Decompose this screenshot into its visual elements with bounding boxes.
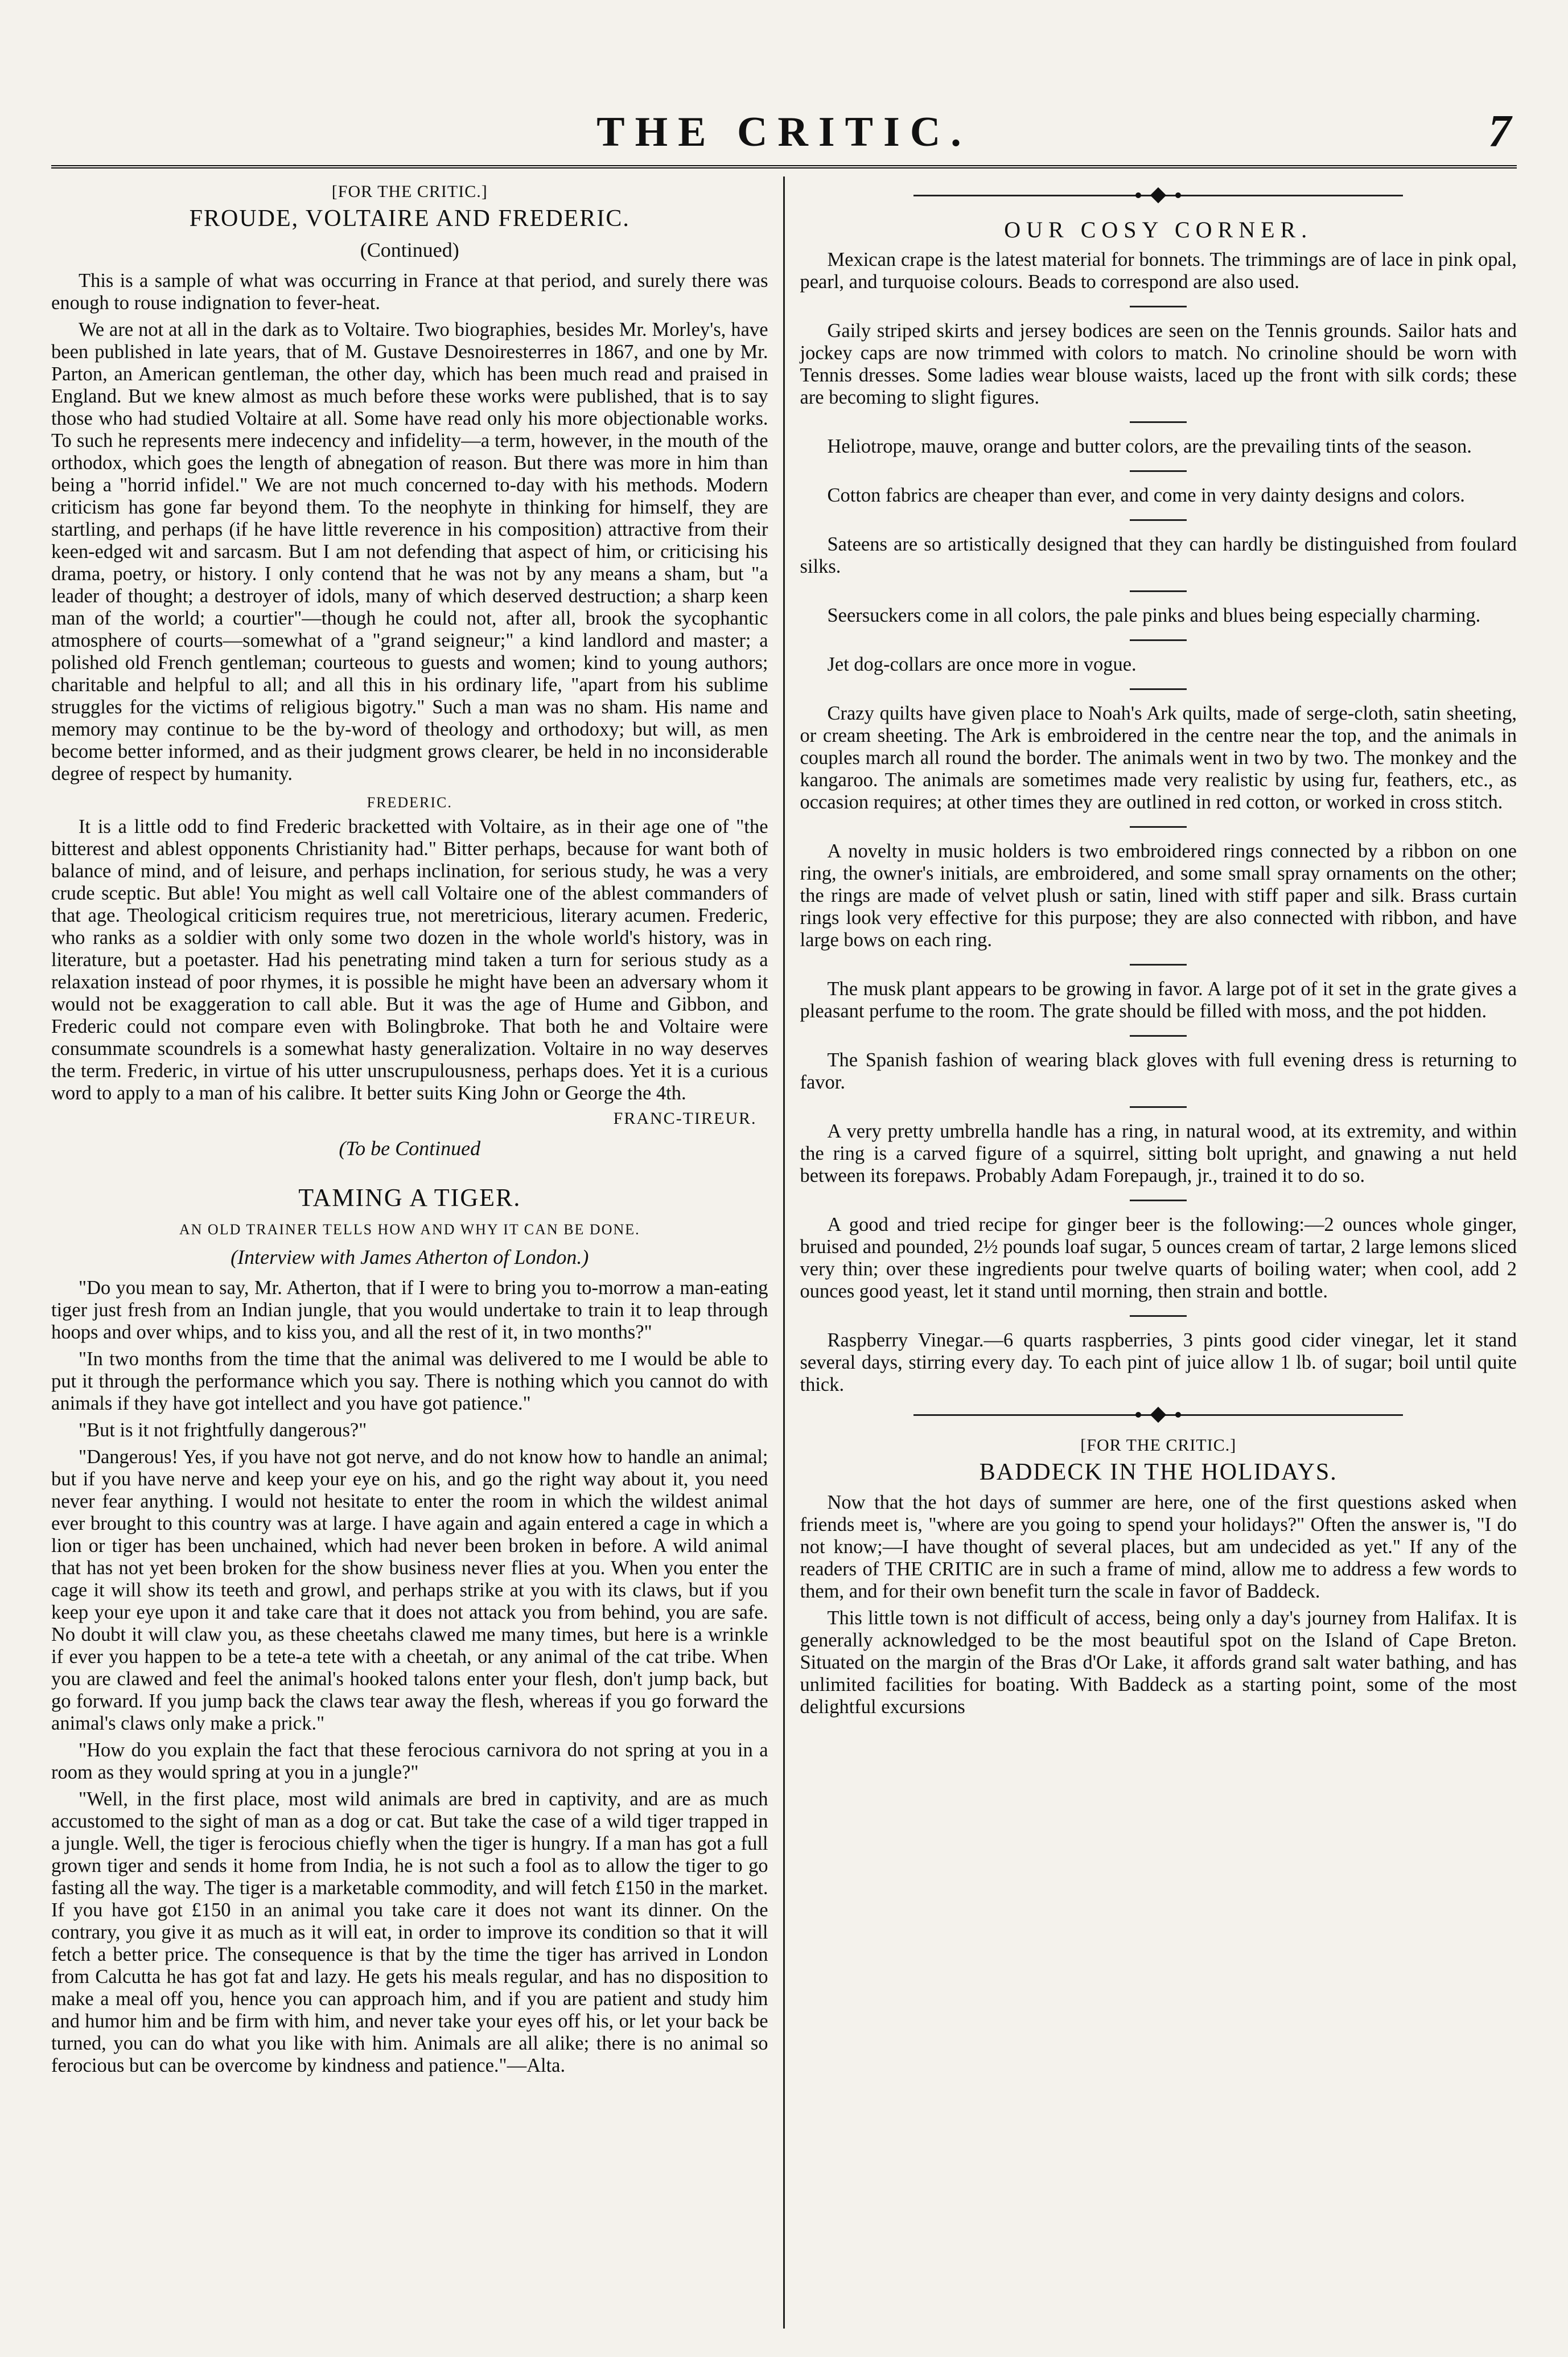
newspaper-title: THE CRITIC.	[596, 109, 972, 155]
tiger-paragraph: "How do you explain the fact that these ferocious carnivora do not spring at you in a room as they would spring at you in a jungle?"	[51, 1739, 768, 1783]
item-divider	[1130, 470, 1187, 472]
masthead	[51, 102, 1517, 169]
cosy-item: Raspberry Vinegar.—6 quarts raspberries, 3 pints good cider vinegar, let it stand several days, stirring every day. To each pint of juice allow 1 lb. of sugar; boil until quite thick.	[800, 1329, 1517, 1395]
item-divider	[1130, 590, 1187, 592]
cosy-item: Gaily striped skirts and jersey bodices are seen on the Tennis grounds. Sailor hats and jockey caps are now trimmed with colors to match. No crinoline should be worn with Tennis dresses. Some ladies wear blouse waists, laced up the front with silk cords; these are becoming to slight figures.	[800, 320, 1517, 408]
baddeck-paragraph: This little town is not difficult of access, being only a day's journey from Halifax. It is generally acknowledged to be the most beautiful spot on the Island of Cape Breton. Situated on the margin of the Bras d'Or Lake, it affords grand salt water bathing, and has unlimited facilities for boating. With Baddeck as a starting point, some of the most delightful excursions	[800, 1607, 1517, 1718]
section-ornament	[800, 1406, 1517, 1423]
tiger-paragraph: "In two months from the time that the animal was delivered to me I would be able to put it through the performance which you say. There is nothing which you cannot do with animals if they have got intellect and you have got patience."	[51, 1348, 768, 1414]
page-number: 7	[1488, 106, 1511, 157]
baddeck-paragraph: Now that the hot days of summer are here, one of the first questions asked when friends meet is, "where are you going to spend your holidays?" Often the answer is, "I do not know;—I have thought of several places, but am undecided as yet." If any of the readers of THE CRITIC are in such a frame of mind, allow me to address a few words to them, and for their own benefit turn the scale in favor of Baddeck.	[800, 1492, 1517, 1602]
cosy-item: Heliotrope, mauve, orange and butter colors, are the prevailing tints of the season.	[827, 436, 1472, 457]
item-divider	[1130, 421, 1187, 423]
tiger-paragraph: "But is it not frightfully dangerous?"	[79, 1419, 367, 1441]
cosy-item: Jet dog-collars are once more in vogue.	[827, 654, 1137, 675]
item-divider	[1130, 1106, 1187, 1108]
article-columns	[51, 176, 1517, 2329]
item-divider	[1130, 639, 1187, 641]
item-divider	[1130, 1200, 1187, 1201]
froude-paragraph: This is a sample of what was occurring in France at that period, and surely there was enough to rouse indignation to fever-heat.	[51, 270, 768, 314]
cosy-item: A very pretty umbrella handle has a ring, in natural wood, at its extremity, and within the ring is a carved figure of a squirrel, sitting bolt upright, and gnawing a nut held between its forepaws. Probably Adam Forepaugh, jr., trained it to do so.	[800, 1120, 1517, 1186]
item-divider	[1130, 519, 1187, 521]
froude-paragraph: We are not at all in the dark as to Voltaire. Two biographies, besides Mr. Morley's, have been published in late years, that of M. Gustave Desnoiresterres in 1867, and one by Mr. Parton, an American gentleman, the other day, which has been much read and praised in England. But we knew almost as much before these works were published, that is to say those who had studied Voltaire at all. Some have read only his more objectionable works. To such he represents mere indecency and infidelity—a term, however, in the mouth of the orthodox, which goes the length of abnegation of reason. But there was more in him than being a "horrid infidel." We are not much concerned to-day with his methods. Modern criticism has gone far beyond them. To the neophyte in thinking for himself, they are startling, and perhaps (if he have little reverence in his composition) attractive from their keen-edged wit and sarcasm. But I am not defending that aspect of him, or criticising his drama, poetry, or history. I only contend that he was not by any means a sham, but "a leader of thought; a destroyer of idols, many of which deserved destruction; a sharp keen man of the world; a courtier"—though he could not, after all, brook the sycophantic atmosphere of courts—somewhat of a "grand seigneur;" a kind landlord and master; a polished old French gentleman; courteous to guests and women; kind to young authors; charitable and helpful to all; and all this in his ordinary life, "apart from his sublime struggles for the victims of religious bigotry." Such a man was no sham. His name and memory may continue to be the by-word of theology and orthodoxy; but will, as men become better informed, and as their judgment grows clearer, be held in no inconsiderable degree of respect by humanity.	[51, 319, 768, 785]
tiger-paragraph: "Well, in the first place, most wild animals are bred in captivity, and are as much accustomed to the sight of man as a dog or cat. But take the case of a wild tiger trapped in a jungle. Well, the tiger is ferocious chiefly when the tiger is hungry. If a man has got a full grown tiger and sends it home from India, he is not such a fool as to allow the tiger to go fasting all the way. The tiger is a marketable commodity, and will fetch £150 in the market. If you have got £150 in an animal you take care it does not want its dinner. On the contrary, you give it as much as it will eat, in order to improve its condition so that it will fetch a better price. The consequence is that by the time the tiger has arrived in London from Calcutta he has got fat and lazy. He gets his meals regular, and has no disposition to make a meal off you, hence you can approach him, and if you are patient and study him and humor him and be firm with him, and never take your eyes off his, or let your back be turned, you can do what you like with him. Animals are all alike; there is no animal so ferocious but can be overcome by kindness and patience."—Alta.	[51, 1788, 768, 2076]
item-divider	[1130, 826, 1187, 828]
column-divider	[783, 176, 785, 2329]
cosy-item: Cotton fabrics are cheaper than ever, and come in very dainty designs and colors.	[827, 484, 1465, 506]
frederic-paragraph: It is a little odd to find Frederic bracketted with Voltaire, as in their age one of "the bitterest and ablest opponents Christianity had." Bitter perhaps, because for want both of balance of mind, and of leisure, and perhaps inclination, for serious study, he was a very crude sceptic. But able! You might as well call Voltaire one of the ablest commanders of that age. Theological criticism requires true, not meretricious, literary acumen. Frederic, who ranks as a soldier with only some two dozen in the whole world's history, was in literature, but a poetaster. Had his penetrating mind taken a turn for serious study as a relaxation instead of poor rhymes, it is possible he might have been an adversary whom it would not be exaggeration to call able. But it was the age of Hume and Gibbon, and Frederic could not compare even with Bolingbroke. That both he and Voltaire were consummate scoundrels is a somewhat hasty generalization. Voltaire in no way deserves the term. Frederic, in virtue of his utter unscrupulousness, perhaps does. Yet it is a curious word to apply to a man of his calibre. It better suits King John or George the 4th.	[51, 816, 768, 1104]
cosy-corner-title: OUR COSY CORNER.	[1004, 217, 1313, 243]
cosy-item: The Spanish fashion of wearing black gloves with full evening dress is returning to favor.	[800, 1049, 1517, 1093]
tiger-interview-line: (Interview with James Atherton of London.)	[231, 1246, 589, 1268]
cosy-item: A good and tried recipe for ginger beer is the following:—2 ounces whole ginger, bruised and pounded, 2½ pounds loaf sugar, 5 ounces cream of tartar, 2 large lemons sliced very thin; over these ingredients pour twelve quarts of boiling water; when cool, add 2 ounces good yeast, let it stand until morning, then strain and bottle.	[800, 1214, 1517, 1302]
section-ornament	[800, 187, 1517, 204]
author-signature: FRANC-TIREUR.	[613, 1109, 757, 1128]
cosy-item: Crazy quilts have given place to Noah's Ark quilts, made of serge-cloth, satin sheeting, or cream sheeting. The Ark is embroidered in the centre near the top, and the animals in couples march all round the border. The animals went in two by two. The monkey and the kangaroo. The animals are sometimes made very realistic by using fur, feathers, etc., as occasion requires; at other times they are outlined in red cotton, or worked in cross stitch.	[800, 703, 1517, 813]
item-divider	[1130, 964, 1187, 966]
frederic-subhead: FREDERIC.	[367, 794, 452, 811]
item-divider	[1130, 1035, 1187, 1037]
cosy-item: Seersuckers come in all colors, the pale pinks and blues being especially charming.	[827, 605, 1481, 626]
tiger-paragraph: "Do you mean to say, Mr. Atherton, that if I were to bring you to-morrow a man-eating tiger just fresh from an Indian jungle, that you would undertake to train it to leap through hoops and over whips, and to kiss you, and all the rest of it, in two months?"	[51, 1277, 768, 1343]
cosy-item: The musk plant appears to be growing in favor. A large pot of it set in the grate gives a pleasant perfume to the room. The grate should be filled with moss, and the pot hidden.	[800, 978, 1517, 1022]
froude-article-title: FROUDE, VOLTAIRE AND FREDERIC.	[189, 206, 630, 232]
item-divider	[1130, 306, 1187, 307]
tiger-paragraph: "Dangerous! Yes, if you have not got nerve, and do not know how to handle an animal; but if you have nerve and keep your eye on his, and go the right way about it, you need never fear anything. I would not hesitate to enter the room in which the wildest animal ever brought to this country was at large. I have again and again entered a cage in which a lion or tiger has been unchained, which had never been broken in before. A wild animal that has not yet been broken for the show business never flies at you. When you enter the cage it will show its teeth and growl, and perhaps strike at you with its claws, but if you keep your eye upon it and take care that it does not attack you from behind, you are safe. No doubt it will claw you, as these cheetahs clawed me many times, but here is a wrinkle if ever you happen to be a tete-a tete with a cheetah, or any animal of the cat tribe. When you are clawed and feel the animal's hooked talons enter your flesh, don't jump back, but go forward. If you jump back the claws tear away the flesh, whereas if you go forward the animal's claws only make a prick."	[51, 1446, 768, 1734]
for-the-critic-label: [FOR THE CRITIC.]	[1080, 1436, 1237, 1455]
froude-continued-label: (Continued)	[360, 239, 459, 261]
baddeck-article-title: BADDECK IN THE HOLIDAYS.	[979, 1459, 1337, 1485]
item-divider	[1130, 688, 1187, 690]
left-column	[51, 176, 779, 2329]
item-divider	[1130, 1315, 1187, 1317]
to-be-continued-note: (To be Continued	[339, 1137, 481, 1160]
cosy-item: Sateens are so artistically designed that they can hardly be distinguished from foulard silks.	[800, 533, 1517, 577]
cosy-item: A novelty in music holders is two embroidered rings connected by a ribbon on one ring, the owner's initials, are embroidered, and some small spray ornaments on the other; the rings are made of velvet plush or satin, lined with stiff paper and silk. Brass curtain rings look very effective for this purpose; they are also connected with ribbon, and have large bows on each ring.	[800, 840, 1517, 951]
for-the-critic-label: [FOR THE CRITIC.]	[331, 182, 488, 201]
tiger-article-title: TAMING A TIGER.	[298, 1184, 521, 1212]
tiger-subtitle: AN OLD TRAINER TELLS HOW AND WHY IT CAN BE DONE.	[179, 1221, 640, 1238]
right-column	[789, 176, 1517, 2329]
cosy-item: Mexican crape is the latest material for bonnets. The trimmings are of lace in pink opal, pearl, and turquoise colours. Beads to correspond are also used.	[800, 249, 1517, 293]
